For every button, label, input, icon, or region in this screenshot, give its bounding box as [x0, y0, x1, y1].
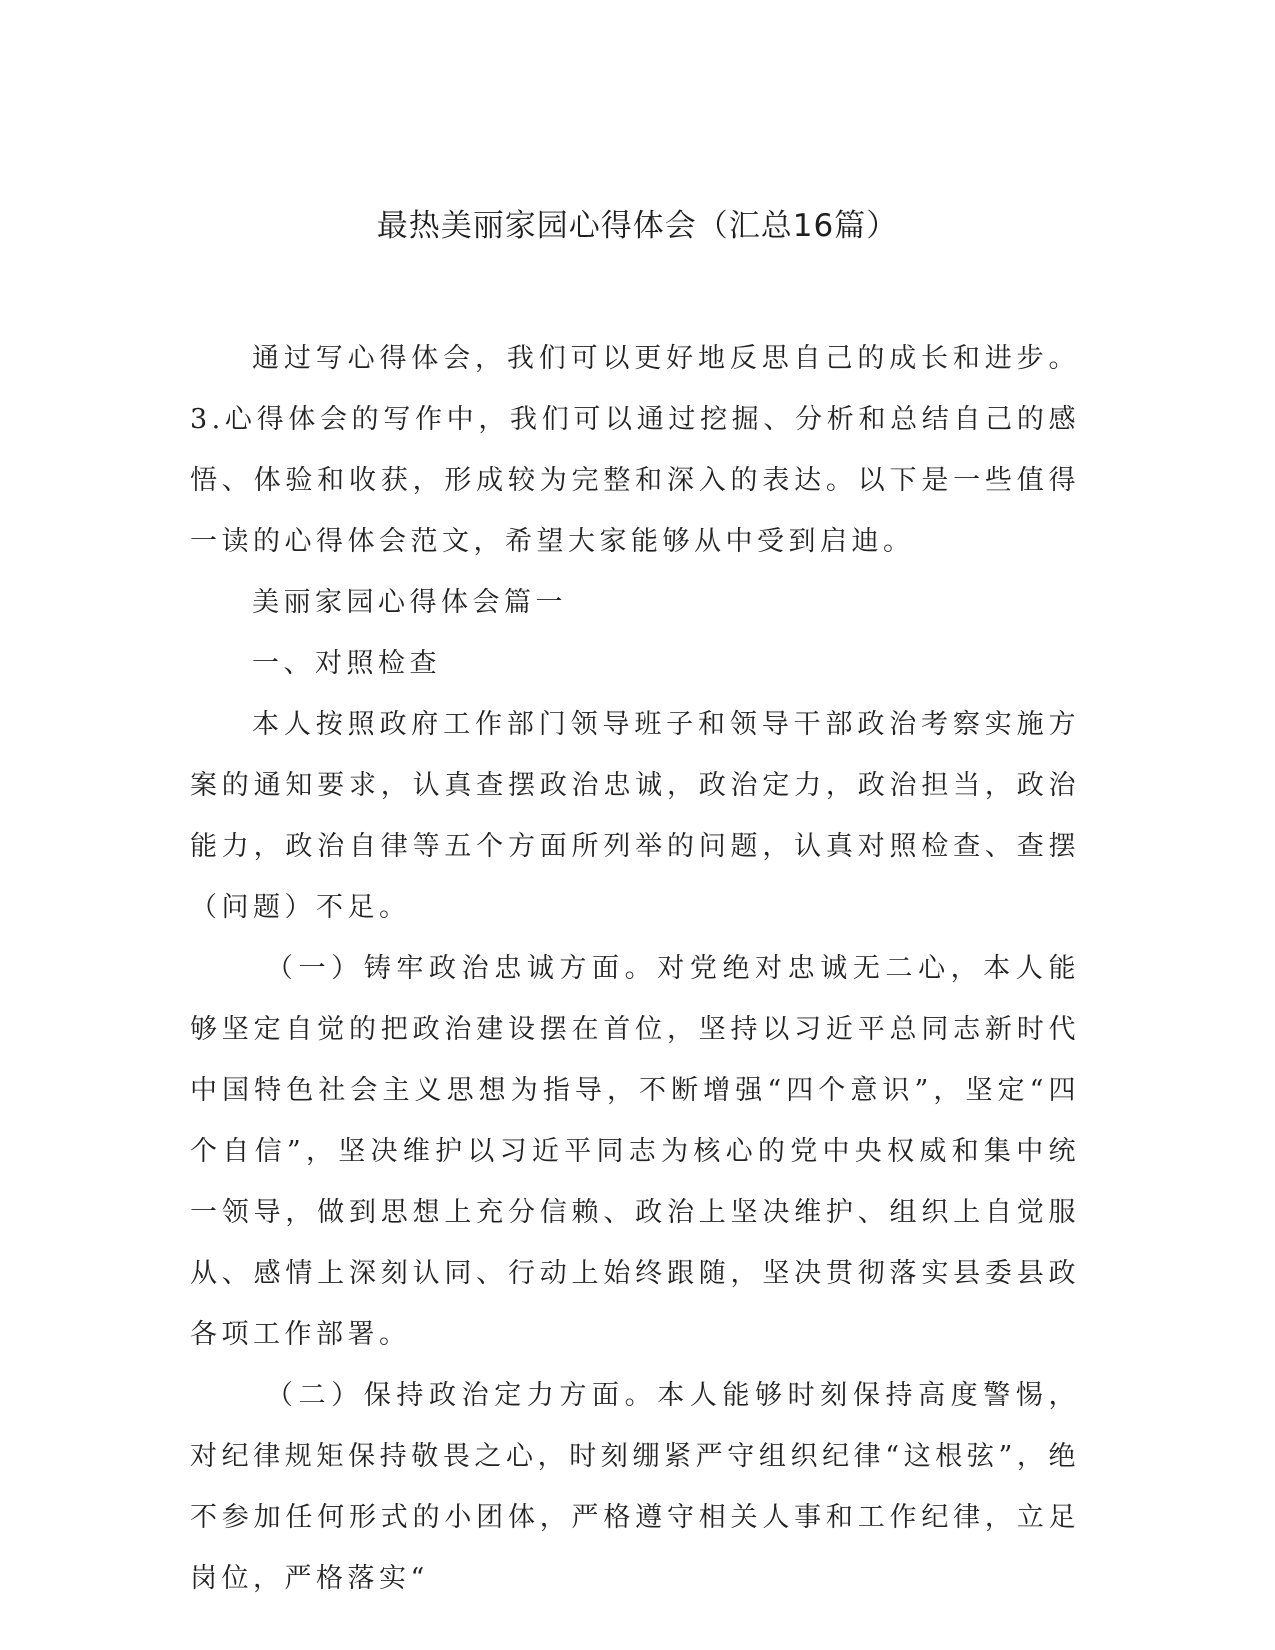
subsection-heading: 一、对照检查: [252, 648, 441, 679]
document-title: 最热美丽家园心得体会（汇总16篇）: [376, 208, 899, 244]
section-heading: 美丽家园心得体会篇一: [252, 587, 567, 618]
document-body: [190, 328, 1080, 1609]
body-paragraph: 本人按照政府工作部门领导班子和领导干部政治考察实施方案的通知要求，认真查摆政治忠诚，政治定力，政治担当，政治能力，政治自律等五个方面所列举的问题，认真对照检查、查摆（问题）不足。: [190, 709, 1080, 923]
body-paragraph: （一）铸牢政治忠诚方面。对党绝对忠诚无二心，本人能够坚定自觉的把政治建设摆在首位，坚持以习近平总同志新时代中国特色社会主义思想为指导，不断增强“四个意识”，坚定“四个自信”，坚决维护以习近平同志为核心的党中央权威和集中统一领导，做到思想上充分信赖、政治上坚决维护、组织上自觉服从、感情上深刻认同、行动上始终跟随，坚决贯彻落实县委县政各项工作部署。: [190, 953, 1080, 1350]
body-paragraph: （二）保持政治定力方面。本人能够时刻保持高度警惕，对纪律规矩保持敬畏之心，时刻绷紧严守组织纪律“这根弦”，绝不参加任何形式的小团体，严格遵守相关人事和工作纪律，立足岗位，严格落实“: [190, 1380, 1080, 1594]
intro-paragraph: 通过写心得体会，我们可以更好地反思自己的成长和进步。3.心得体会的写作中，我们可以通过挖掘、分析和总结自己的感悟、体验和收获，形成较为完整和深入的表达。以下是一些值得一读的心得体会范文，希望大家能够从中受到启迪。: [190, 343, 1080, 557]
